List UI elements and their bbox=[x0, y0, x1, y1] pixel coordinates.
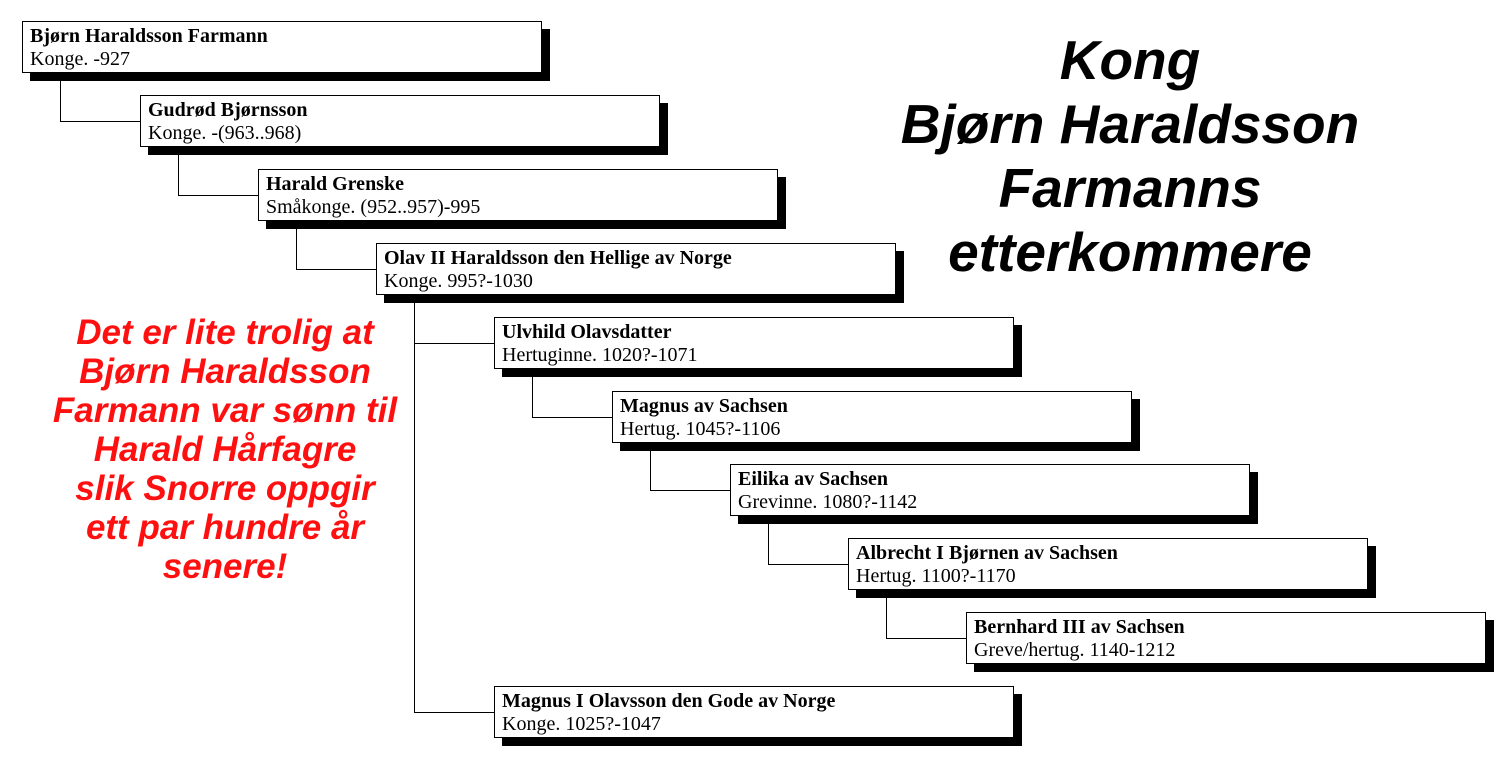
title-line: Kong bbox=[1059, 29, 1201, 91]
person-description: Grevinne. 1080?-1142 bbox=[738, 491, 918, 513]
person-description: Småkonge. (952..957)-995 bbox=[266, 196, 481, 218]
note-line: senere! bbox=[162, 547, 288, 586]
person-description: Greve/hertug. 1140-1212 bbox=[974, 639, 1176, 661]
person-name: Eilika av Sachsen bbox=[738, 468, 889, 490]
person-name: Ulvhild Olavsdatter bbox=[502, 321, 672, 343]
person-name: Gudrød Bjørnsson bbox=[148, 99, 308, 121]
connector-line bbox=[651, 443, 731, 491]
connector-line bbox=[297, 221, 377, 270]
note-line: Bjørn Haraldsson bbox=[79, 352, 371, 391]
connector-line bbox=[887, 590, 967, 639]
red-note bbox=[20, 313, 430, 586]
person-name: Bernhard III av Sachsen bbox=[974, 616, 1185, 638]
person-box bbox=[848, 538, 1368, 590]
person-box bbox=[730, 464, 1250, 516]
connector-line bbox=[769, 516, 849, 565]
title-line: etterkommere bbox=[948, 221, 1312, 283]
note-line: Farmann var sønn til bbox=[52, 391, 398, 430]
person-name: Olav II Haraldsson den Hellige av Norge bbox=[384, 247, 732, 269]
person-name: Harald Grenske bbox=[266, 173, 404, 195]
title-line: Farmanns bbox=[998, 157, 1262, 219]
person-box bbox=[258, 169, 778, 221]
person-description: Konge. 1025?-1047 bbox=[502, 713, 661, 735]
person-description: Konge. 995?-1030 bbox=[384, 270, 533, 292]
person-description: Konge. -927 bbox=[30, 48, 130, 70]
title-line: Bjørn Haraldsson bbox=[900, 93, 1360, 155]
person-name: Bjørn Haraldsson Farmann bbox=[30, 25, 268, 47]
connector-line bbox=[179, 147, 259, 196]
person-box bbox=[494, 686, 1014, 738]
page-title bbox=[885, 28, 1375, 284]
note-line: slik Snorre oppgir bbox=[75, 469, 375, 508]
person-name: Magnus I Olavsson den Gode av Norge bbox=[502, 690, 836, 712]
person-description: Konge. -(963..968) bbox=[148, 122, 302, 144]
person-box bbox=[376, 243, 896, 295]
person-box bbox=[22, 21, 542, 73]
person-name: Albrecht I Bjørnen av Sachsen bbox=[856, 542, 1118, 564]
person-description: Hertug. 1045?-1106 bbox=[620, 418, 781, 440]
person-box bbox=[140, 95, 660, 147]
person-name: Magnus av Sachsen bbox=[620, 395, 788, 417]
note-line: Harald Hårfagre bbox=[93, 430, 357, 469]
person-description: Hertuginne. 1020?-1071 bbox=[502, 344, 698, 366]
person-box bbox=[966, 612, 1486, 664]
person-box bbox=[612, 391, 1132, 443]
connector-line bbox=[533, 369, 613, 418]
person-description: Hertug. 1100?-1170 bbox=[856, 565, 1016, 587]
note-line: Det er lite trolig at bbox=[76, 313, 374, 352]
connector-line bbox=[61, 73, 141, 122]
person-box bbox=[494, 317, 1014, 369]
note-line: ett par hundre år bbox=[85, 508, 365, 547]
